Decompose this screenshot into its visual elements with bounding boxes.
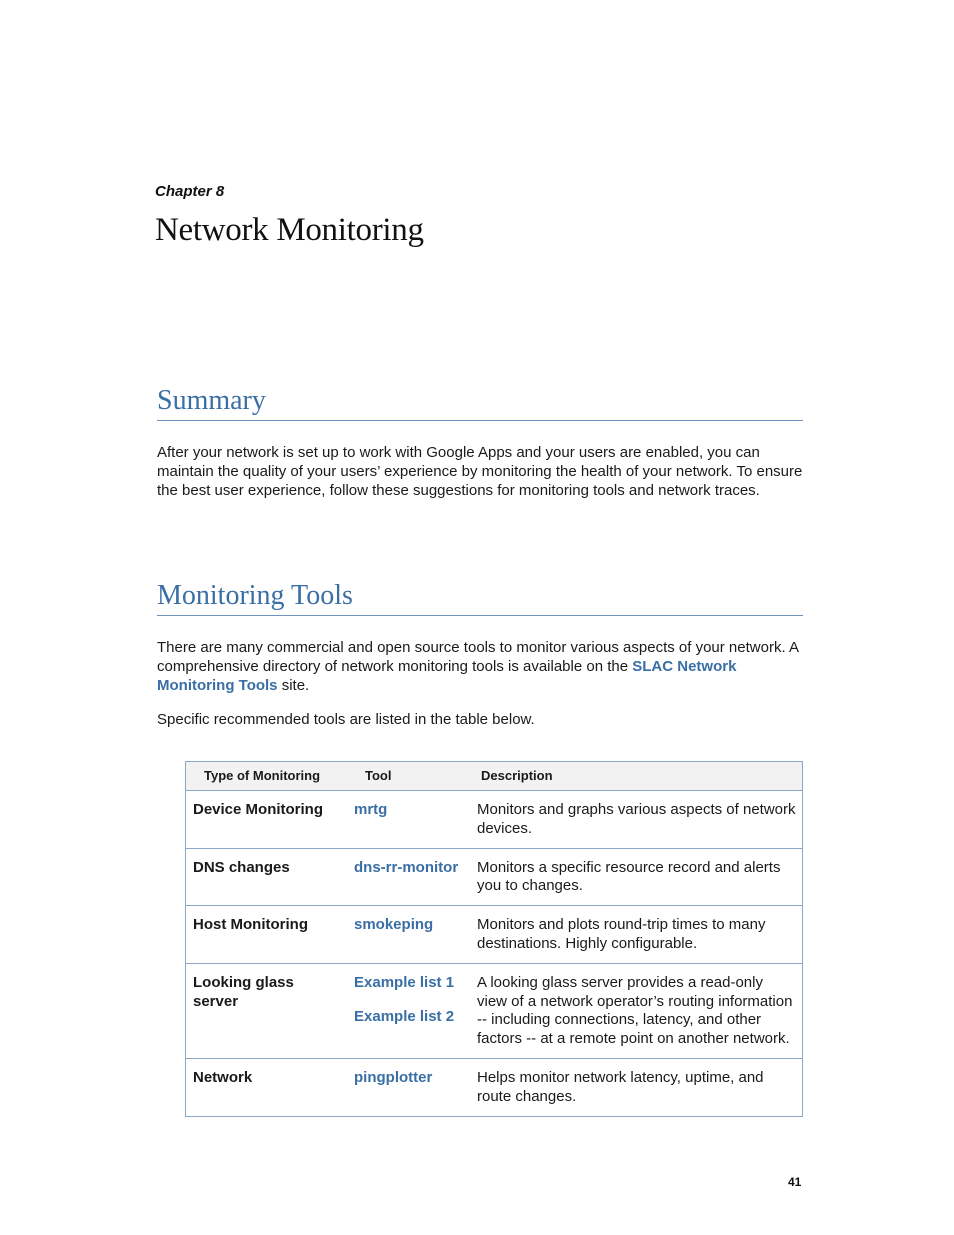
description-cell: Monitors and graphs various aspects of network devices. [470,791,803,849]
description-cell: A looking glass server provides a read-only view of a network operator’s routing information -- including connections, latency, and other factors -- at a remote point on another network. [470,963,803,1058]
header-type: Type of Monitoring [186,762,349,791]
description-cell: Monitors a specific resource record and alerts you to changes. [470,848,803,906]
slac-network-monitoring-tools-link[interactable]: SLAC Network Monitoring Tools [157,657,737,694]
chapter-label: Chapter 8 [155,183,225,200]
table-intro-paragraph: Specific recommended tools are listed in the table below. [157,711,535,728]
table-row [186,906,803,964]
type-cell: Looking glass server [186,963,349,1058]
monitoring-tools-intro [157,639,803,695]
table-row [186,791,803,849]
type-cell: Network [186,1058,349,1116]
tool-cell [348,1058,470,1116]
monitoring-tools-table [185,761,803,1117]
chapter-title: Network Monitoring [155,212,424,248]
table-row [186,963,803,1058]
description-cell: Helps monitor network latency, uptime, and route changes. [470,1058,803,1116]
tool-cell [348,791,470,849]
tool-link-pingplotter[interactable]: pingplotter [354,1068,433,1086]
type-cell: Device Monitoring [186,791,349,849]
type-cell: DNS changes [186,848,349,906]
tool-link-dns-rr-monitor[interactable]: dns-rr-monitor [354,858,459,876]
description-cell: Monitors and plots round-trip times to many destinations. Highly configurable. [470,906,803,964]
table-row [186,1058,803,1116]
tool-link-mrtg[interactable]: mrtg [354,801,388,818]
header-tool: Tool [348,762,470,791]
tool-cell [348,848,470,906]
header-description: Description [470,762,803,791]
summary-heading: Summary [157,385,803,421]
table-row [186,848,803,906]
table-header-row [186,762,803,791]
tool-link-example-list-1[interactable]: Example list 1 [354,973,455,991]
monitoring-tools-heading: Monitoring Tools [157,580,803,616]
intro-text: There are many commercial and open source tools to monitor various aspects of your network. A comprehensive directory of network monitoring tools is available on the [157,639,799,675]
page-number: 41 [788,1175,802,1189]
intro-text-end: site. [277,676,310,694]
tool-link-example-list-2[interactable]: Example list 2 [354,1007,455,1025]
type-cell: Host Monitoring [186,906,349,964]
tool-cell [348,906,470,964]
summary-paragraph: After your network is set up to work with Google Apps and your users are enabled, you can maintain the quality of your users’ experience by monitoring the health of your network. To ensure the best user experience, follow these suggestions for monitoring tools and network traces. [157,444,803,499]
tool-cell [348,963,470,1058]
tool-link-smokeping[interactable]: smokeping [354,916,434,934]
